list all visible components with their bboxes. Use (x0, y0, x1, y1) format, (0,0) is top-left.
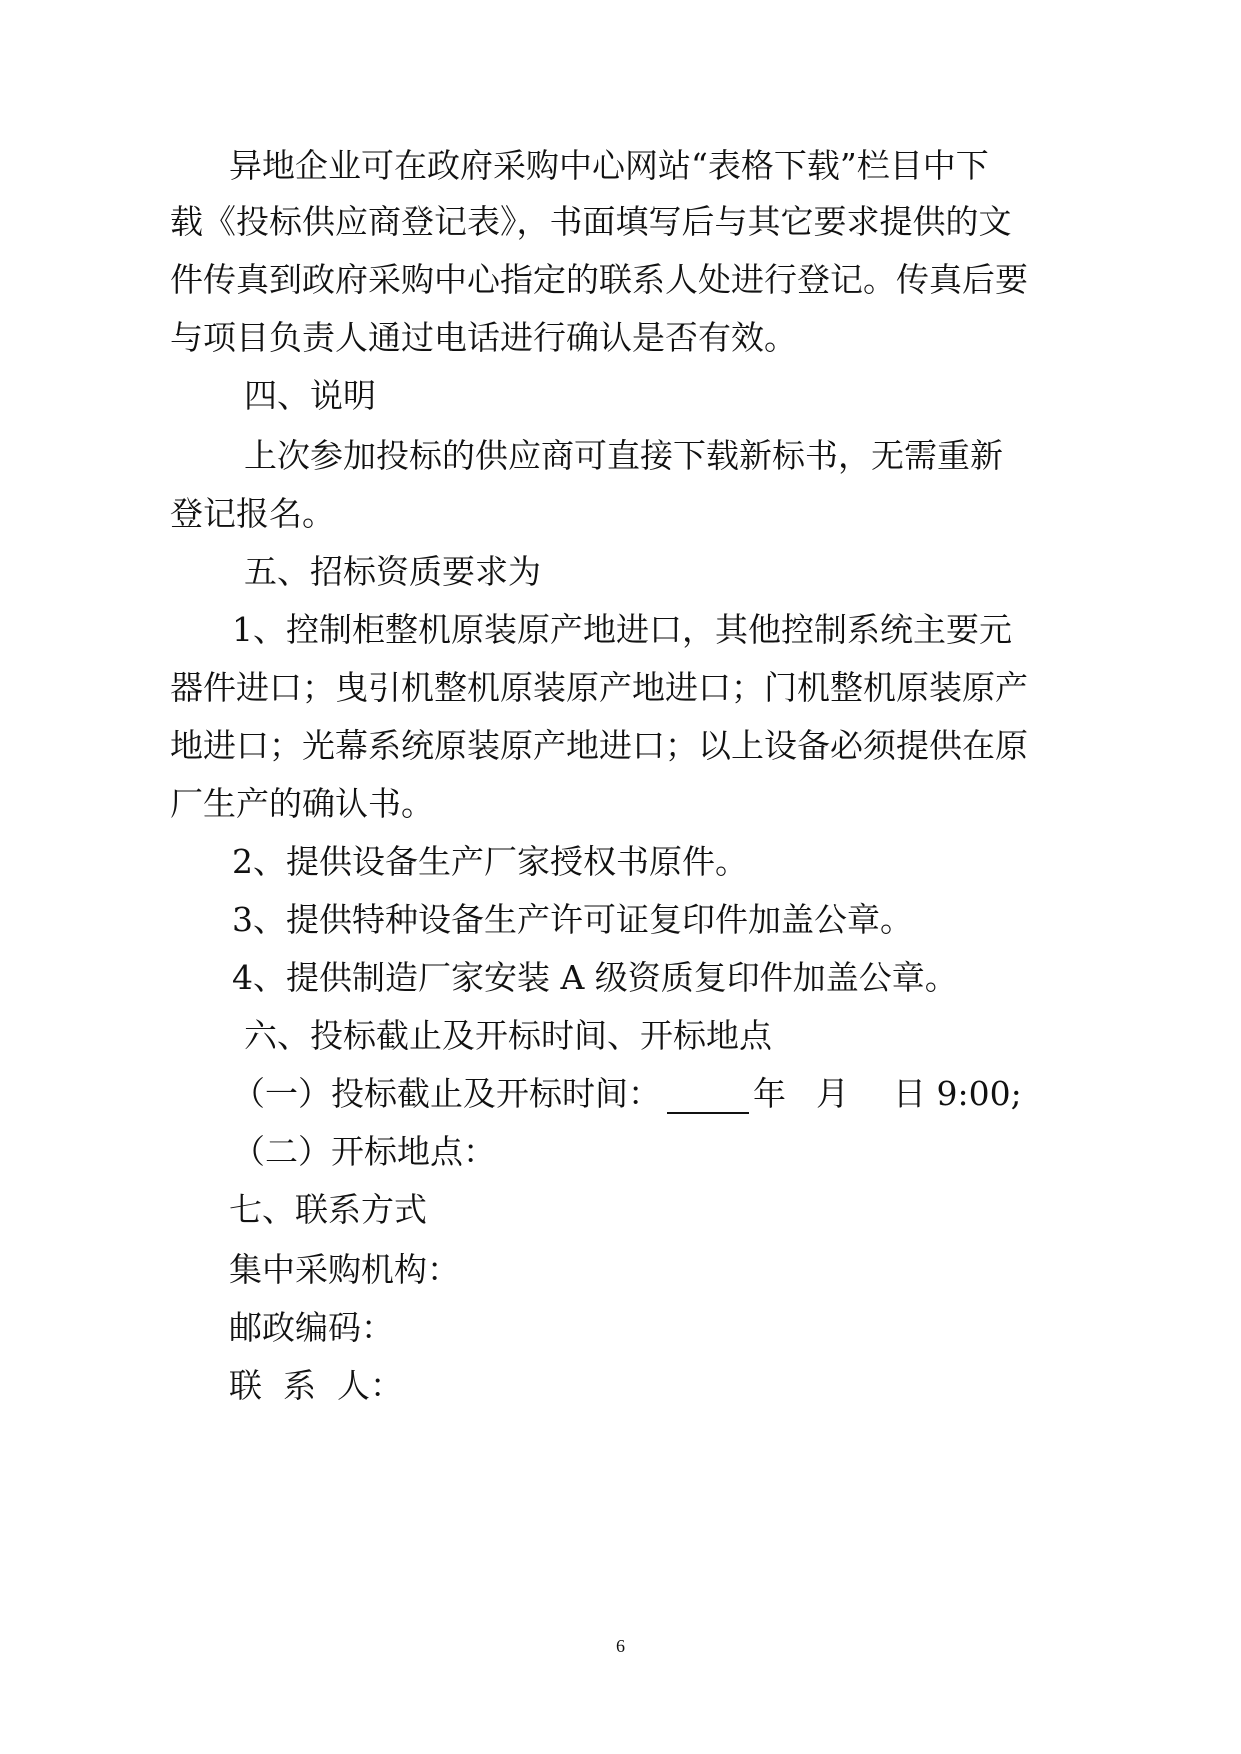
bid-opening-place-label: （二）开标地点： (232, 1132, 496, 1171)
section-6-heading: 六、投标截止及开标时间、开标地点 (244, 1016, 772, 1055)
page-number: 6 (616, 1636, 625, 1656)
paragraph-remote-line-1: 异地企业可在政府采购中心网站“表格下载”栏目中下 (229, 146, 989, 185)
section-5-item-3: 3、提供特种设备生产许可证复印件加盖公章。 (232, 900, 913, 939)
section-4-heading: 四、说明 (244, 376, 376, 415)
section-5-item-1-line-1: 1、控制柜整机原装原产地进口，其他控制系统主要元 (232, 610, 1012, 649)
year-blank (667, 1076, 749, 1114)
section-5-item-1-line-2: 器件进口；曳引机整机原装原产地进口；门机整机原装原产 (170, 668, 1028, 707)
bid-deadline-row (232, 1074, 1022, 1114)
section-5-item-4: 4、提供制造厂家安装 A 级资质复印件加盖公章。 (232, 958, 958, 997)
month-label: 月 (816, 1074, 849, 1113)
section-5-item-1-line-3: 地进口；光幕系统原装原产地进口；以上设备必须提供在原 (170, 726, 1028, 765)
agency-label: 集中采购机构： (229, 1250, 460, 1289)
paragraph-remote-line-4: 与项目负责人通过电话进行确认是否有效。 (170, 318, 797, 357)
bid-deadline-label: （一）投标截止及开标时间： (232, 1074, 661, 1113)
section-4-line-1: 上次参加投标的供应商可直接下载新标书，无需重新 (244, 436, 1003, 475)
postcode-label: 邮政编码： (229, 1308, 394, 1347)
contact-person-label: 联 系 人： (229, 1366, 403, 1405)
year-label: 年 (753, 1074, 786, 1113)
paragraph-remote-line-2: 载《投标供应商登记表》，书面填写后与其它要求提供的文 (170, 202, 1012, 241)
section-7-heading: 七、联系方式 (229, 1190, 427, 1229)
section-5-item-1-line-4: 厂生产的确认书。 (170, 784, 434, 823)
section-5-heading: 五、招标资质要求为 (244, 552, 541, 591)
section-4-line-2: 登记报名。 (170, 494, 335, 533)
paragraph-remote-line-3: 件传真到政府采购中心指定的联系人处进行登记。传真后要 (170, 260, 1028, 299)
section-5-item-2: 2、提供设备生产厂家授权书原件。 (232, 842, 748, 881)
day-time-label: 日 9:00; (893, 1074, 1022, 1113)
